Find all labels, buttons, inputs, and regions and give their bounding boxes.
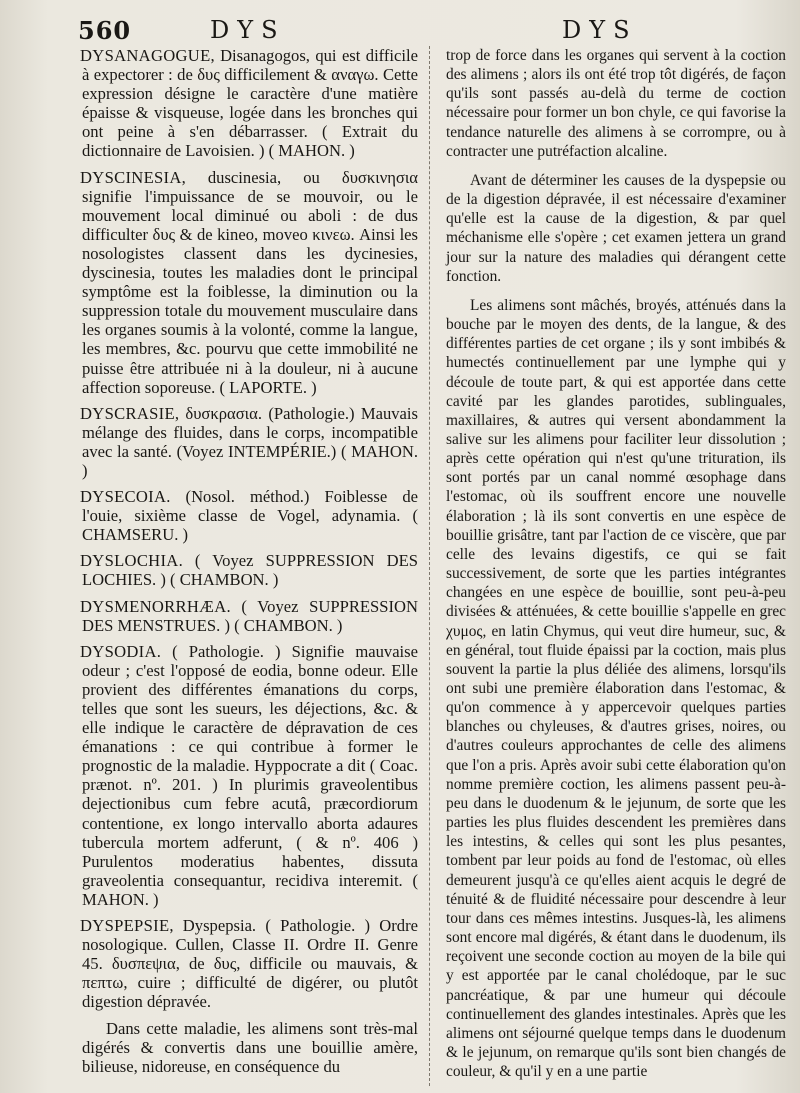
entry-paragraph <box>82 642 418 909</box>
entry-paragraph <box>82 916 418 1011</box>
entry-headword: DYSCINESIA <box>80 167 182 187</box>
entry-text: , duscinesia, ou δυσκινησια signifie l'impuissance de se mouvoir, ou le mouvement local diminué ou aboli : de dus difficulter δυς & de kineo, moveo κινεω. Ainsi les nosologistes classent dans les dycinesies, dyscinesia, toutes les maladies dont le principal symptôme est la foiblesse, la diminution ou la suppression totale du mouvement musculaire dans les organes soumis à la volonté, comme la langue, les membres, &c. pourvu que cette immobilité ne puisse être attribuée ni à la douleur, ni à aucune affection soporeuse. ( LAPORTE. ) <box>82 167 418 397</box>
entry-dyscinesia <box>82 168 418 397</box>
entry-paragraph <box>82 597 418 635</box>
entry-dysodia <box>82 642 418 909</box>
right-column <box>446 46 786 1091</box>
entry-headword: DYSCRASIE <box>80 403 175 423</box>
entry-dyscrasie <box>82 404 418 480</box>
body-paragraph: Avant de déterminer les causes de la dyspepsie ou de la digestion dépravée, il est nécessaire d'examiner qu'elle est la cause de la digestion, & par quel méchanisme elle s'opère ; cet examen jettera un grand jour sur la nature des maladies qui dérangent cette fonction. <box>446 171 786 285</box>
entry-text: , Dyspepsia. ( Pathologie. ) Ordre nosologique. Cullen, Classe II. Ordre II. Genre 45. δυσπεψια, de δυς, difficile ou mauvais, & πεπτω, cuire ; difficulté de digérer, ou plutôt digestion dépravée. <box>82 916 418 1012</box>
entry-headword: DYSANAGOGUE <box>80 46 211 65</box>
running-head-left: DYS <box>210 16 286 44</box>
body-paragraph: trop de force dans les organes qui servent à la coction des alimens ; alors ils ont été trop tôt digérés, de façon qu'ils sont passés au-delà du terme de coction nécessaire pour former un bon chyle, ce qui favorise la tendance naturelle des alimens à se corrompre, ou à contracter une putréfaction alcaline. <box>446 47 786 160</box>
entry-dysmenorrhaea <box>82 597 418 635</box>
entry-text: Dans cette maladie, les alimens sont très-mal digérés & convertis dans une bouillie amère, bilieuse, nidoreuse, en conséquence du <box>82 1018 418 1076</box>
page-header <box>78 14 786 46</box>
entry-dysecoia <box>82 487 418 544</box>
entry-dyspepsie-continued <box>82 1019 418 1076</box>
entry-paragraph <box>82 168 418 397</box>
entry-text: , δυσκρασια. (Pathologie.) Mauvais mélange des fluides, dans le corps, incompatible avec la santé. (Voyez INTEMPÉRIE.) ( MAHON. ) <box>82 403 418 480</box>
entry-headword: DYSPEPSIE <box>80 916 170 936</box>
entry-text: . ( Pathologie. ) Signifie mauvaise odeur ; c'est l'opposé de eodia, bonne odeur. Elle provient des différentes émanations du corps, telles que sont les sueurs, les déjections, &c. & elle indique le caractère de dépravation de ces émanations : ce qui contribue à former le prognostic de la maladie. Hyppocrate a dit ( Coac. prænot. nº. 201. ) In plurimis graveolentibus dejectionibus cum febre acutâ, præcordiorum contentione, ex longo intervallo aborta adaures tubercula mortem adferunt, ( & nº. 406 ) Purulentos moderatius habentes, dissuta graveolentia consequantur, recidiva interemit. ( MAHON. ) <box>82 641 418 909</box>
page-number: 560 <box>78 16 132 45</box>
entry-paragraph <box>82 404 418 480</box>
entry-dysanagogue <box>82 46 418 161</box>
running-head-right: DYS <box>562 16 638 44</box>
entry-headword: DYSLOCHIA <box>80 551 179 571</box>
entry-paragraph <box>82 1019 418 1076</box>
entry-headword: DYSMENORRHÆA <box>80 596 227 616</box>
entry-text: . (Nosol. méthod.) Foiblesse de l'ouie, sixième classe de Vogel, adynamia. ( CHAMSERU. ) <box>82 487 418 545</box>
entry-text: . ( Voyez SUPPRESSION DES LOCHIES. ) ( CHAMBON. ) <box>82 551 418 590</box>
entry-dyspepsie <box>82 916 418 1011</box>
entry-headword: DYSECOIA <box>80 487 167 507</box>
entry-text: , Disanagogos, qui est difficile à expectorer : de δυς difficilement & αναγω. Cette expression désigne le caractère d'une matière épaisse & visqueuse, logée dans les bronches qui ont peine à s'en débarrasser. ( Extrait du dictionnaire de Lavoisien. ) ( MAHON. ) <box>82 46 418 161</box>
entry-text: . ( Voyez SUPPRESSION DES MENSTRUES. ) ( CHAMBON. ) <box>82 596 418 635</box>
entry-headword: DYSODIA <box>80 641 157 661</box>
entry-dyslochia <box>82 551 418 589</box>
body-paragraph: Les alimens sont mâchés, broyés, atténués dans la bouche par le moyen des dents, de la langue, & des différentes parties de cet organe ; ils y sont imbibés & humectés continuellement par une lymphe qui y découle de toute part, & qui est apportée dans cette cavité par les glandes parotides, sublinguales, maxillaires, & autres qui versent abondamment la salive sur les alimens pour faciliter leur dissolution ; après cette opération qui n'est qu'une trituration, ils sont portés par un canal nommé œsophage dans l'estomac, où ils souffrent encore une nouvelle élaboration ; là ils sont convertis en une espèce de bouillie grisâtre, tant par l'action de ce viscère, que par celle des levains digestifs, ce qui se fait successivement, de sorte que les parties intégrantes changées en une espèce de bouillie, sont peu-à-peu divisées & atténuées, & cette bouillie s'appelle en grec χυμος, en latin Chymus, qui veut dire humeur, suc, & en général, tout fluide épaissi par la coction, mais plus souvent la partie la plus déliée des alimens, lorsqu'ils ont subi une première élaboration dans l'estomac, & qu'on commence à y appercevoir quelques parties blanches ou chyleuses, & d'autres grises, noires, ou d'autres couleurs approchantes de celle des alimens que l'on a pris. Après avoir subi cette élaboration qu'on nomme première coction, les alimens passent peu-à-peu dans le duodenum & le jejunum, de sorte que les parties les plus fluides descendent les premières dans les intestins, & celles qui sont les plus pesantes, tombent par leur poids au fond de l'estomac, où elles demeurent jusqu'à ce qu'elles aient acquis le degré de ténuité & de fluidité nécessaire pour descendre à leur tour dans ces mêmes intestins. Jusques-là, les alimens sont encore mal digérés, & étant dans le duodenum, ils reçoivent une seconde coction au moyen de la bile qui y est apportée par le canal cholédoque, par le suc pancréatique, & par une humeur qui découle continuellement des glandes intestinales. Après que les alimens ont séjourné quelque temps dans le duodenum & le jejunum, on remarque qu'ils sont bien changés de couleur, & qu'il y en a une partie <box>446 296 786 1081</box>
column-divider <box>429 46 430 1086</box>
left-column <box>82 46 418 1083</box>
entry-paragraph <box>82 487 418 544</box>
entry-paragraph <box>82 46 418 161</box>
entry-paragraph <box>82 551 418 589</box>
